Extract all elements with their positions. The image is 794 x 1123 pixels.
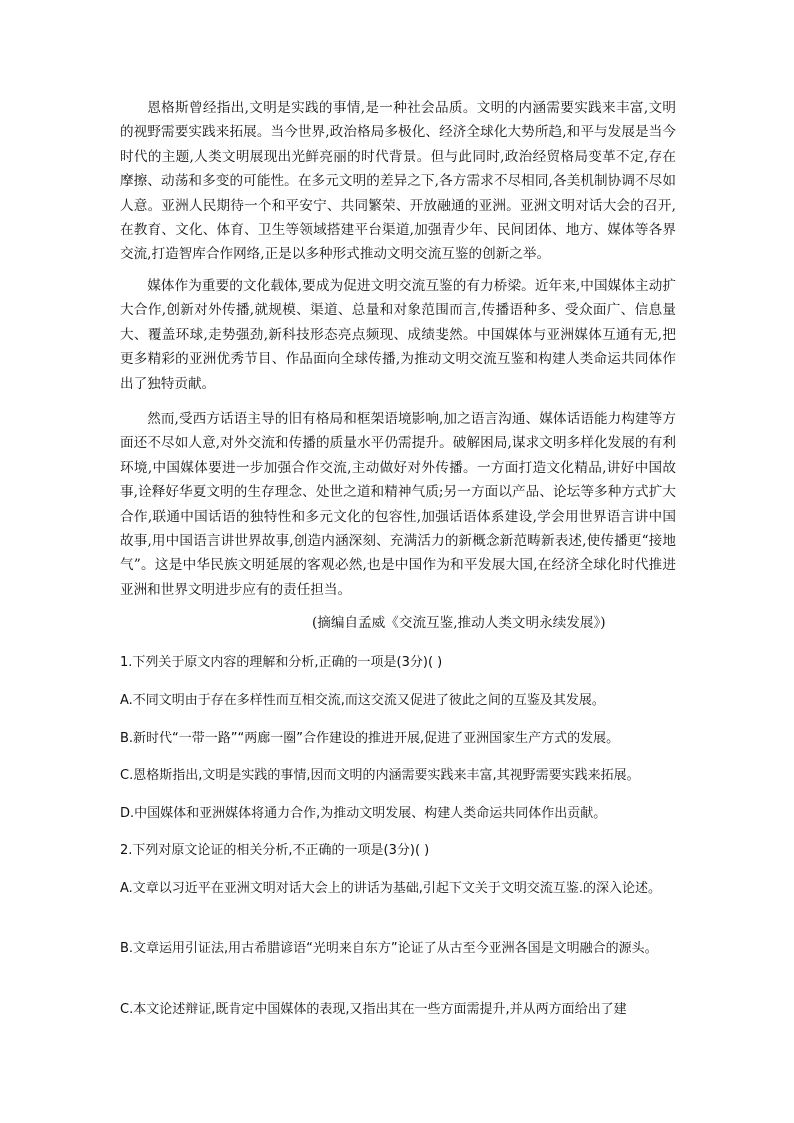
question-2-option-a: A.文章以习近平在亚洲文明对话大会上的讲话为基础,引起下文关于文明交流互鉴.的深入论述。 [120,881,662,896]
question-1-option-b: B.新时代“一带一路”“两廊一圈”合作建设的推进开展,促进了亚洲国家生产方式的发展。 [120,731,620,746]
question-2-option-b: B.文章运用引证法,用古希腊谚语“光明来自东方”论证了从古至今亚洲各国是文明融合的源头。 [120,941,658,956]
passage-paragraph-1: 恩格斯曾经指出,文明是实践的事情,是一种社会品质。文明的内涵需要实践来丰富,文明的视野需要实践来拓展。当今世界,政治格局多极化、经济全球化大势所趋,和平与发展是当今时代的主题,人类文明展现出光鲜亮丽的时代背景。但与此同时,政治经贸格局变革不定,存在摩擦、动荡和多变的可能性。在多元文明的差异之下,各方需求不尽相同,各美机制协调不尽如人意。亚洲人民期待一个和平安宁、共同繁荣、开放融通的亚洲。亚洲文明对话大会的召开,在教育、文化、体育、卫生等领域搭建平台渠道,加强青少年、民间团体、地方、媒体等各界交流,打造智库合作网络,正是以多种形式推动文明交流互鉴的创新之举。 [120,100,676,263]
question-2-option-c: C.本文论述辩证,既肯定中国媒体的表现,又指出其在一些方面需提升,并从两方面给出了建 [120,1002,627,1017]
question-1-option-d: D.中国媒体和亚洲媒体将通力合作,为推动文明发展、构建人类命运共同体作出贡献。 [120,806,607,821]
question-2-stem: 2.下列对原文论证的相关分析,不正确的一项是(3分)( ) [120,843,430,858]
passage-paragraph-3: 然而,受西方话语主导的旧有格局和框架语境影响,加之语言沟通、媒体话语能力构建等方面还不尽如人意,对外交流和传播的质量水平仍需提升。破解困局,谋求文明多样化发展的有利环境,中国媒体要进一步加强合作交流,主动做好对外传播。一方面打造文化精品,讲好中国故事,诠释好华夏文明的生存理念、处世之道和精神气质;另一方面以产品、论坛等多种方式扩大合作,联通中国话语的独特性和多元文化的包容性,加强话语体系建设,学会用世界语言讲中国故事,用中国语言讲世界故事,创造内涵深刻、充满活力的新概念新范畴新表述,使传播更“接地气”。这是中华民族文明延展的客观必然,也是中国作为和平发展大国,在经济全球化时代推进亚洲和世界文明进步应有的责任担当。 [120,411,676,598]
question-1-option-c: C.恩格斯指出,文明是实践的事情,因而文明的内涵需要实践来丰富,其视野需要实践来拓展。 [120,768,640,783]
passage-paragraph-2: 媒体作为重要的文化载体,要成为促进文明交流互鉴的有力桥梁。近年来,中国媒体主动扩大合作,创新对外传播,就规模、渠道、总量和对象范围而言,传播语种多、受众面广、信息量大、覆盖环球,走势强劲,新科技形态亮点频现、成绩斐然。中国媒体与亚洲媒体互通有无,把更多精彩的亚洲优秀节目、作品面向全球传播,为推动文明交流互鉴和构建人类命运共同体作出了独特贡献。 [120,278,676,392]
question-1-stem: 1.下列关于原文内容的理解和分析,正确的一项是(3分)( ) [120,655,443,670]
question-1-option-a: A.不同文明由于存在多样性而互相交流,而这交流又促进了彼此之间的互鉴及其发展。 [120,693,605,708]
passage-source: (摘编自孟威《交流互鉴,推动人类文明永续发展》) [312,615,606,631]
